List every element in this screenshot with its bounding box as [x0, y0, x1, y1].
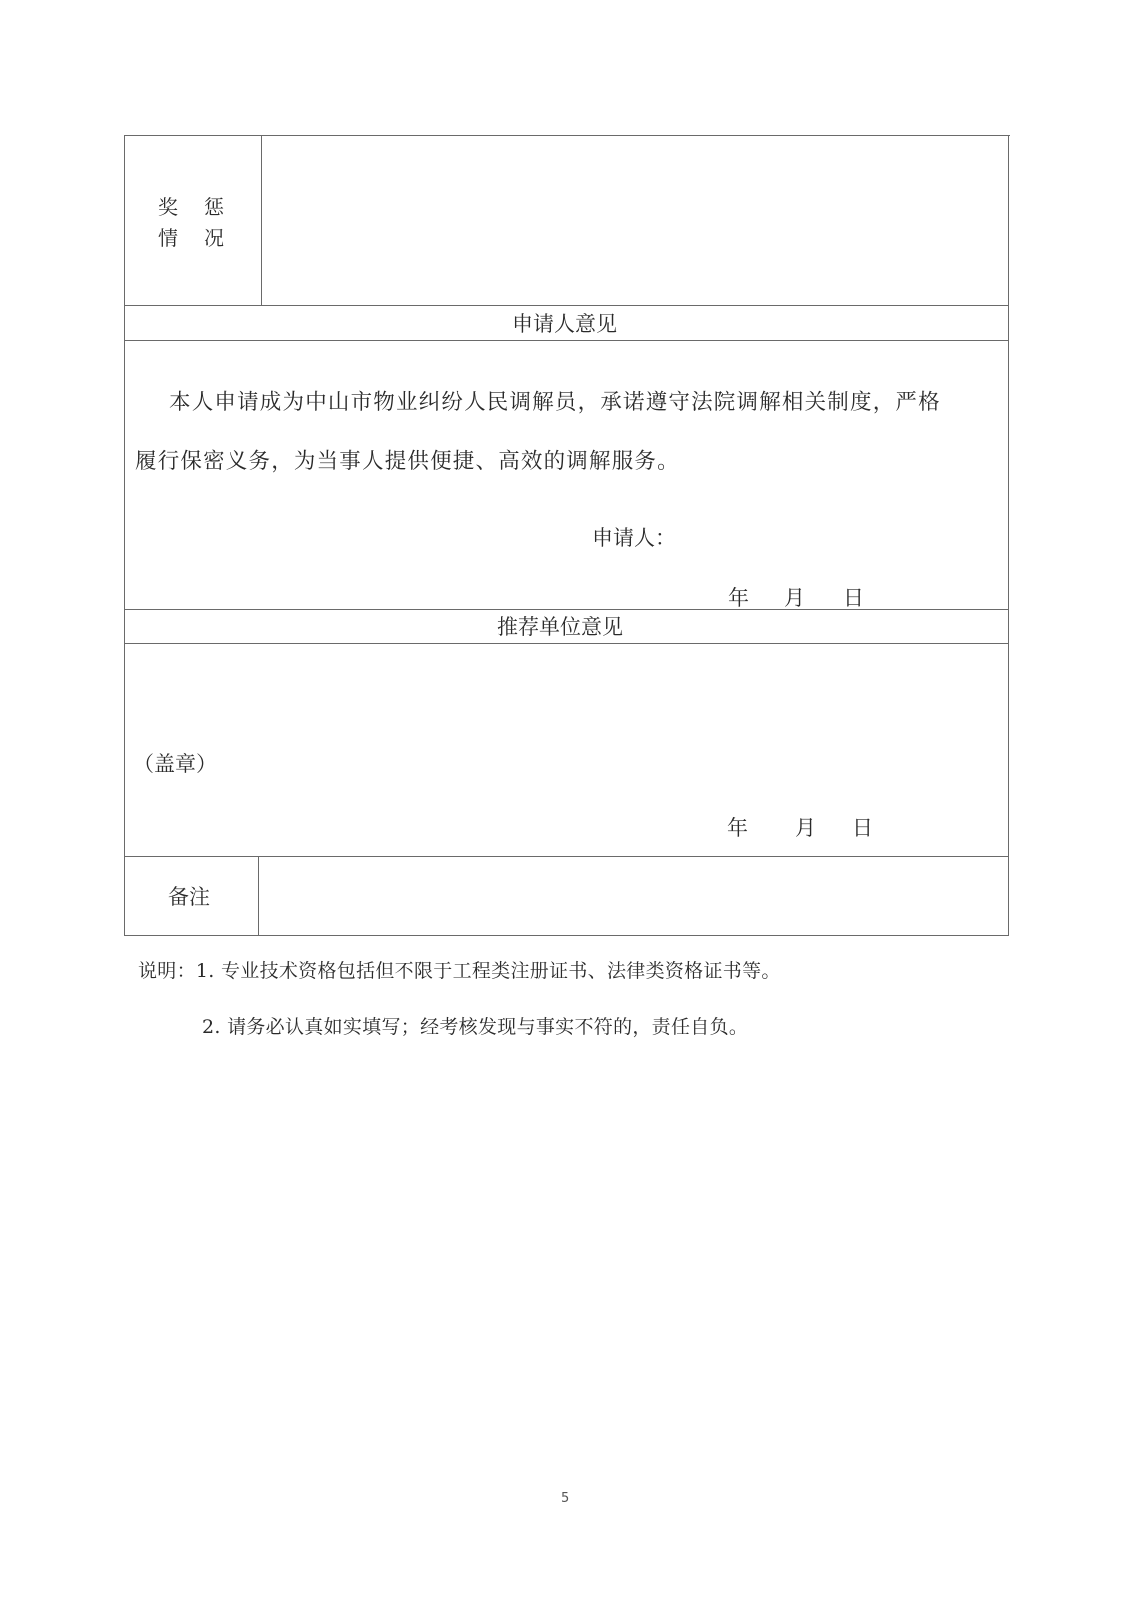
applicant-statement-line1: 本人申请成为中山市物业纠纷人民调解员，承诺遵守法院调解相关制度，严格 — [169, 390, 941, 415]
awards-column-divider — [261, 135, 262, 305]
recommender-section-bottom — [124, 856, 1009, 857]
applicant-header-bottom — [124, 340, 1009, 341]
applicant-signature-field[interactable] — [680, 520, 980, 554]
applicant-signature-label: 申请人： — [592, 526, 676, 550]
note-line-2: 2. 请务必认真如实填写；经考核发现与事实不符的，责任自负。 — [202, 1016, 749, 1038]
recommender-date-day: 日 — [852, 816, 873, 840]
applicant-opinion-header: 申请人意见 — [512, 312, 617, 336]
applicant-date-day: 日 — [843, 586, 864, 610]
applicant-statement-line2: 履行保密义务，为当事人提供便捷、高效的调解服务。 — [135, 449, 680, 474]
recommender-opinion-header: 推荐单位意见 — [497, 615, 623, 639]
awards-row-bottom — [124, 305, 1009, 306]
applicant-section-bottom — [124, 609, 1009, 610]
remarks-label: 备注 — [168, 885, 210, 909]
note-line-1: 说明：1. 专业技术资格包括但不限于工程类注册证书、法律类资格证书等。 — [138, 960, 781, 982]
awards-label-char: 情 — [158, 226, 178, 250]
recommender-date-month: 月 — [795, 816, 816, 840]
seal-label: （盖章） — [133, 752, 217, 776]
awards-value-field[interactable] — [264, 138, 1006, 303]
remarks-value-field[interactable] — [261, 859, 1006, 933]
table-right-border — [1008, 135, 1009, 936]
awards-label-char: 惩 — [204, 195, 224, 219]
applicant-date-year: 年 — [728, 586, 749, 610]
awards-label-char: 奖 — [158, 195, 178, 219]
recommender-header-bottom — [124, 643, 1009, 644]
remarks-column-divider — [258, 856, 259, 936]
table-bottom-border — [124, 935, 1009, 936]
page-number: 5 — [561, 1491, 570, 1506]
recommender-date-year: 年 — [727, 816, 748, 840]
awards-label-char: 况 — [204, 226, 224, 250]
applicant-date-month: 月 — [784, 586, 805, 610]
table-top-border — [124, 135, 1010, 136]
table-left-border — [124, 135, 125, 936]
